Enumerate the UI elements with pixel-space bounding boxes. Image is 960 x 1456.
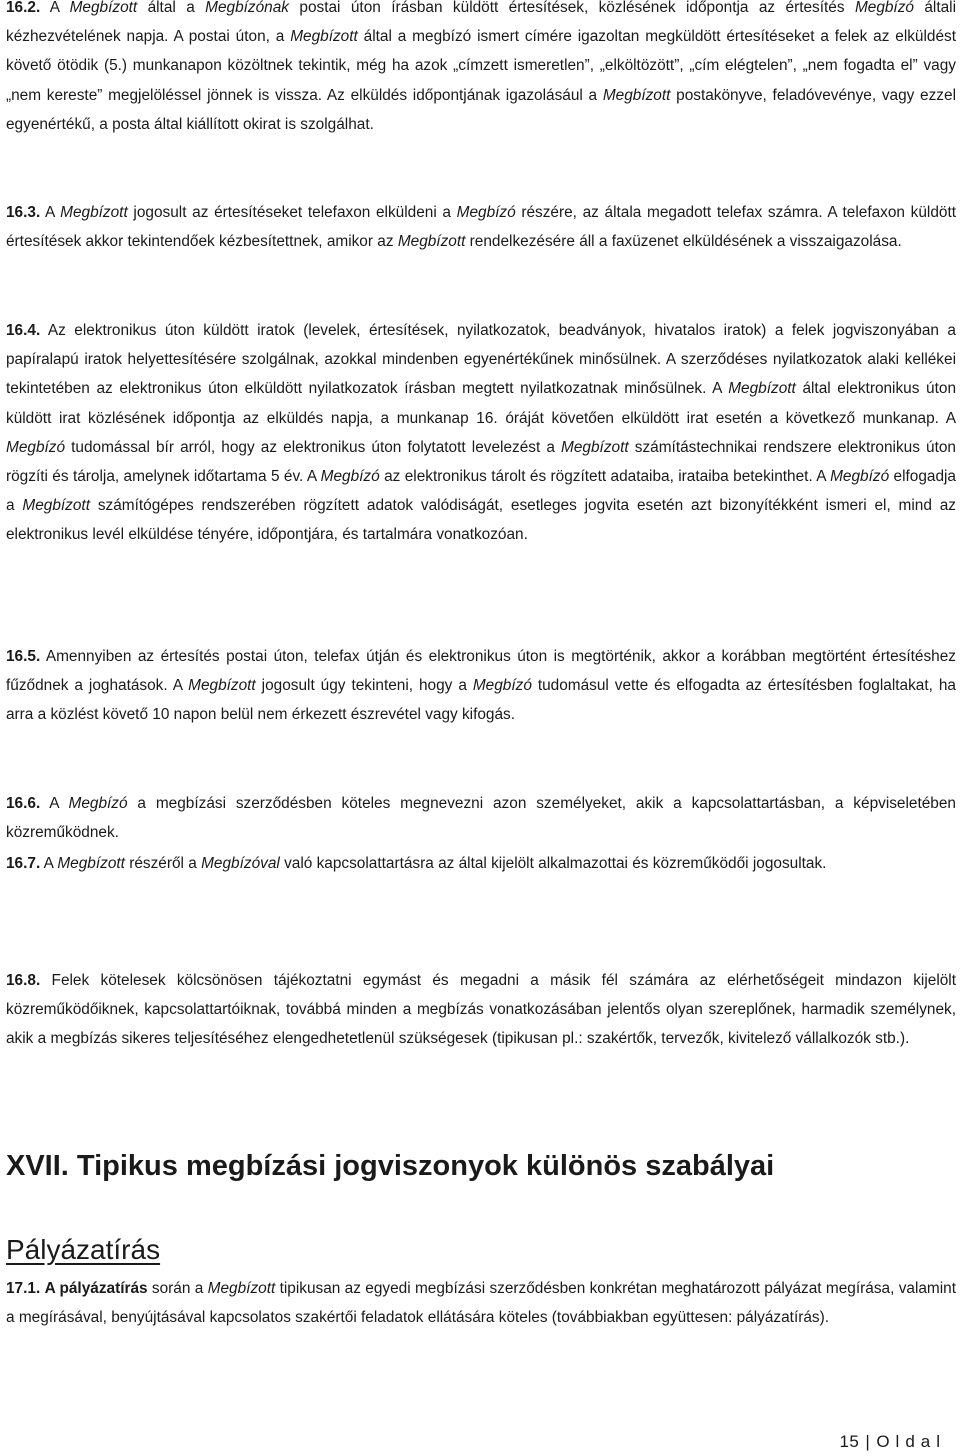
paragraph-number: 16.6. bbox=[6, 795, 41, 812]
paragraph-text: által a bbox=[137, 0, 206, 16]
paragraph-text: tipikusan az egyedi megbízási szerződésben konkrétan meghatározott pályázat megírása, valamint a megírásával, benyújtásával kapcsolatos szakértői feladatok ellátására köteles (továbbiakban együttesen: pályázatírás). bbox=[6, 1280, 956, 1327]
party-name: Megbízott bbox=[188, 677, 256, 695]
paragraph-text: az elektronikus tárolt és rögzített adataiba, irataiba betekinthet. A bbox=[379, 468, 831, 486]
party-name: Megbízó bbox=[6, 438, 66, 456]
paragraph-number: 16.2. bbox=[6, 0, 41, 16]
party-name: Megbízott bbox=[22, 497, 90, 515]
paragraph-text: a megbízási szerződésben köteles megnevezni azon személyeket, akik a kapcsolattartásban, a képviseletében közreműködnek. bbox=[6, 795, 956, 842]
paragraph-number: 17.1. bbox=[6, 1280, 41, 1297]
paragraph-text: rendelkezésére áll a faxüzenet elküldésének a visszaigazolása. bbox=[465, 233, 902, 251]
paragraph-text: elfogadja a bbox=[6, 468, 956, 515]
page-number: 15 bbox=[839, 1432, 860, 1451]
party-name: Megbízott bbox=[561, 438, 629, 456]
party-name: Megbízott bbox=[397, 233, 466, 251]
paragraph-text: jogosult úgy tekinteni, hogy a bbox=[255, 677, 473, 695]
party-name: Megbízó bbox=[472, 677, 532, 695]
page-label: Oldal bbox=[876, 1432, 946, 1451]
paragraph-text: A bbox=[40, 855, 58, 872]
party-name: Megbízott bbox=[60, 204, 128, 221]
paragraph-16-5 bbox=[6, 642, 956, 730]
party-name: Megbízónak bbox=[205, 0, 290, 16]
paragraph-text: jogosult az értesítéseket telefaxon elküldeni a bbox=[127, 204, 457, 221]
paragraph-number: 16.5. bbox=[6, 648, 41, 665]
paragraph-16-7 bbox=[6, 849, 956, 878]
paragraph-text: Felek kötelesek kölcsönösen tájékoztatni egymást és megadni a másik fél számára az elérhetőségeit mindazon kijelölt közreműködőiknek, kapcsolattartóiknak, továbbá minden a megbízás vonatkozásában jelentős olyan szereplőnek, harmadik személynek, akik a megbízás sikeres teljesítéséhez elengedhetetlenül szükségesek (tipikusan pl.: szakértők, tervezők, kivitelező vállalkozók stb.). bbox=[6, 972, 956, 1048]
paragraph-text: részéről a bbox=[124, 855, 202, 872]
party-name: Megbízott bbox=[57, 855, 125, 872]
party-name: Megbízott bbox=[69, 0, 138, 16]
party-name: Megbízott bbox=[602, 86, 671, 104]
paragraph-number: 16.8. bbox=[6, 972, 41, 989]
bold-term: A pályázatírás bbox=[44, 1280, 148, 1297]
paragraph-16-8 bbox=[6, 966, 956, 1054]
page-footer bbox=[839, 1430, 946, 1454]
paragraph-text: tudomással bír arról, hogy az elektronikus úton folytatott levelezést a bbox=[65, 438, 562, 456]
paragraph-text: A bbox=[40, 795, 69, 812]
paragraph-text: tudomásul vette és elfogadta az értesítésben foglaltakat, ha arra a közlést követő 10 napon belül nem érkezett észrevétel vagy kifogás. bbox=[6, 677, 956, 724]
paragraph-text: számítógépes rendszerében rögzített adatok valódiságát, esetleges jogvita esetén azt bizonyítékként ismeri el, mind az elektronikus levél elküldése tényére, időpontjára, és tartalmára vonatkozóan. bbox=[6, 497, 957, 544]
party-name: Megbízóval bbox=[201, 855, 280, 872]
paragraph-number: 16.7. bbox=[6, 855, 41, 872]
section-heading: Pályázatírás bbox=[6, 1234, 161, 1265]
paragraph-text: Az elektronikus úton küldött iratok (levelek, értesítések, nyilatkozatok, beadványok, hivatalos iratok) a felek jogviszonyában a papíralapú iratok helyettesítésére szolgálnak, azokkal mindenben egyenértékűnek minősülnek. A szerződéses nyilatkozatok alaki kellékei tekintetében az elektronikus úton elküldött nyilatkozatok írásban megtett nyilatkozatnak minősülnek. A bbox=[6, 322, 956, 398]
party-name: Megbízott bbox=[728, 380, 796, 398]
paragraph-16-2 bbox=[6, 0, 956, 139]
chapter-heading: XVII. Tipikus megbízási jogviszonyok különös szabályai bbox=[6, 1150, 775, 1182]
paragraph-text: postakönyve, feladóvevénye, vagy ezzel egyenértékű, a posta által kiállított okirat is szolgálhat. bbox=[6, 86, 956, 133]
paragraph-text: általi kézhezvételének napja. A postai úton, a bbox=[6, 0, 957, 46]
party-name: Megbízó bbox=[830, 468, 890, 486]
footer-separator: | bbox=[865, 1432, 871, 1451]
paragraph-text: által elektronikus úton küldött irat közlésének időpontja az elküldés napja, a munkanap 16. óráját követően elküldött irat esetén a következő munkanap. A bbox=[6, 380, 957, 427]
paragraph-16-3 bbox=[6, 198, 956, 256]
paragraph-text: során a bbox=[147, 1280, 208, 1297]
paragraph-text: postai úton írásban küldött értesítések, közlésének időpontja az értesítés bbox=[289, 0, 855, 16]
paragraph-text: A bbox=[40, 204, 61, 221]
paragraph-text: által a megbízó ismert címére igazoltan megküldött értesítéseket a felek az elküldést követő ötödik (5.) munkanapon közöltnek tekintik, még ha azok „címzett ismeretlen”, „elköltözött”, „cím elégtelen”, „nem fogadta el” vagy „nem kereste” megjelöléssel jönnek is vissza. Az elküldés időpontjának igazolásául a bbox=[6, 28, 956, 104]
paragraph-number: 16.4. bbox=[6, 322, 41, 339]
paragraph-text: A bbox=[40, 0, 70, 16]
party-name: Megbízó bbox=[456, 204, 516, 221]
paragraph-text: Amennyiben az értesítés postai úton, telefax útján és elektronikus úton is megtörténik, akkor a korábban megtörtént értesítéshez fűződnek a joghatások. A bbox=[6, 648, 956, 695]
paragraph-text: számítástechnikai rendszere elektronikus úton rögzíti és tárolja, amelynek időtartama 5 év. A bbox=[6, 438, 956, 486]
paragraph-16-4 bbox=[6, 316, 956, 550]
party-name: Megbízó bbox=[320, 468, 380, 486]
paragraph-number: 16.3. bbox=[6, 204, 41, 221]
paragraph-17-1 bbox=[6, 1274, 956, 1332]
paragraph-16-6 bbox=[6, 789, 956, 847]
party-name: Megbízott bbox=[290, 28, 358, 46]
paragraph-text: való kapcsolattartásra az által kijelölt alkalmazottai és közreműködői jogosultak. bbox=[279, 855, 827, 872]
paragraph-text: részére, az általa megadott telefax számra. A telefaxon küldött értesítések akkor tekintendőek kézbesítettnek, amikor az bbox=[6, 204, 957, 251]
party-name: Megbízó bbox=[854, 0, 914, 16]
party-name: Megbízó bbox=[68, 795, 128, 812]
party-name: Megbízott bbox=[207, 1280, 276, 1297]
